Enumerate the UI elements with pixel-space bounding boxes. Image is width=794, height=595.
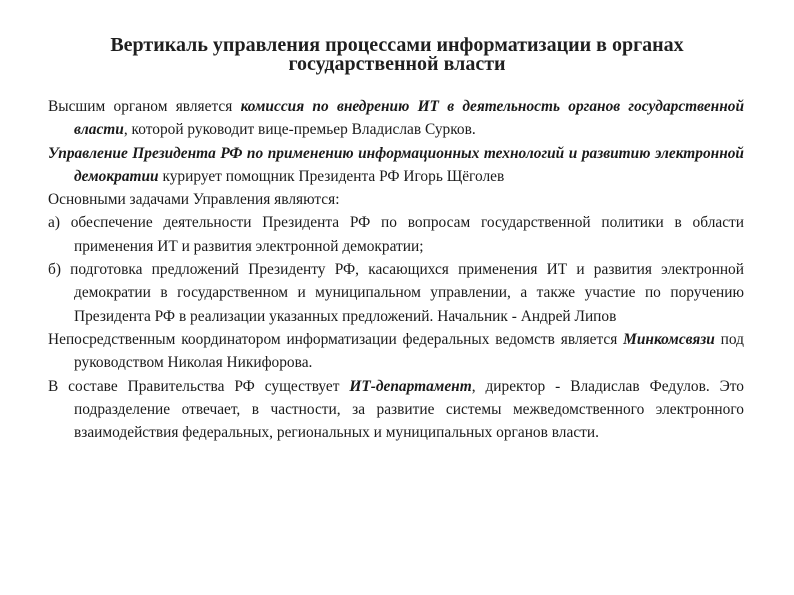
- text-run: В составе Правительства РФ существует: [48, 377, 350, 395]
- text-run: б) подготовка предложений Президенту РФ, касающихся применения ИТ и развития электронной демократии в государственном и муниципальном управлении, а также участие по поручению Президента РФ в реализации указанных предложений. Начальник - Андрей Липов: [48, 261, 744, 325]
- emphasis-department: Управление Президента РФ по применению информационных технологий и развитию электронной демократии: [48, 144, 744, 185]
- paragraph-presidential-department: [48, 142, 744, 189]
- slide-body: [48, 95, 744, 444]
- text-run: под руководством Николая Никифорова.: [74, 330, 745, 372]
- paragraph-tasks-intro: [48, 188, 744, 211]
- text-run: Основными задачами Управления являются:: [48, 191, 340, 209]
- emphasis-it-department: ИТ-департамент: [349, 377, 472, 395]
- paragraph-task-a: [48, 211, 744, 258]
- text-run: , директор - Владислав Федулов. Это подразделение отвечает, в частности, за развитие системы межведомственного электронного взаимодействия федеральных, региональных и муниципальных органов власти.: [74, 377, 744, 442]
- paragraph-commission: [48, 95, 744, 142]
- text-run: Непосредственным координатором информатизации федеральных ведомств является: [48, 330, 624, 348]
- text-run: , которой руководит вице-премьер Владислав Сурков.: [123, 121, 476, 139]
- title-line-2: государственной власти: [288, 53, 506, 75]
- paragraph-minkomsvyazi: [48, 328, 744, 375]
- paragraph-it-department: [48, 375, 744, 445]
- title-line-1: Вертикаль управления процессами информатизации в органах: [110, 34, 684, 56]
- paragraph-task-b: [48, 258, 744, 328]
- text-run: а) обеспечение деятельности Президента РФ по вопросам государственной политики в области применения ИТ и развития электронной демократии;: [48, 214, 744, 255]
- slide-title: [40, 36, 754, 74]
- text-run: Высшим органом является: [48, 98, 241, 115]
- text-run: курирует помощник Президента РФ Игорь Щёголев: [158, 167, 505, 185]
- emphasis-commission: комиссия по внедрению ИТ в деятельность органов государственной власти: [74, 98, 745, 139]
- emphasis-minkomsvyazi: Минкомсвязи: [623, 330, 715, 348]
